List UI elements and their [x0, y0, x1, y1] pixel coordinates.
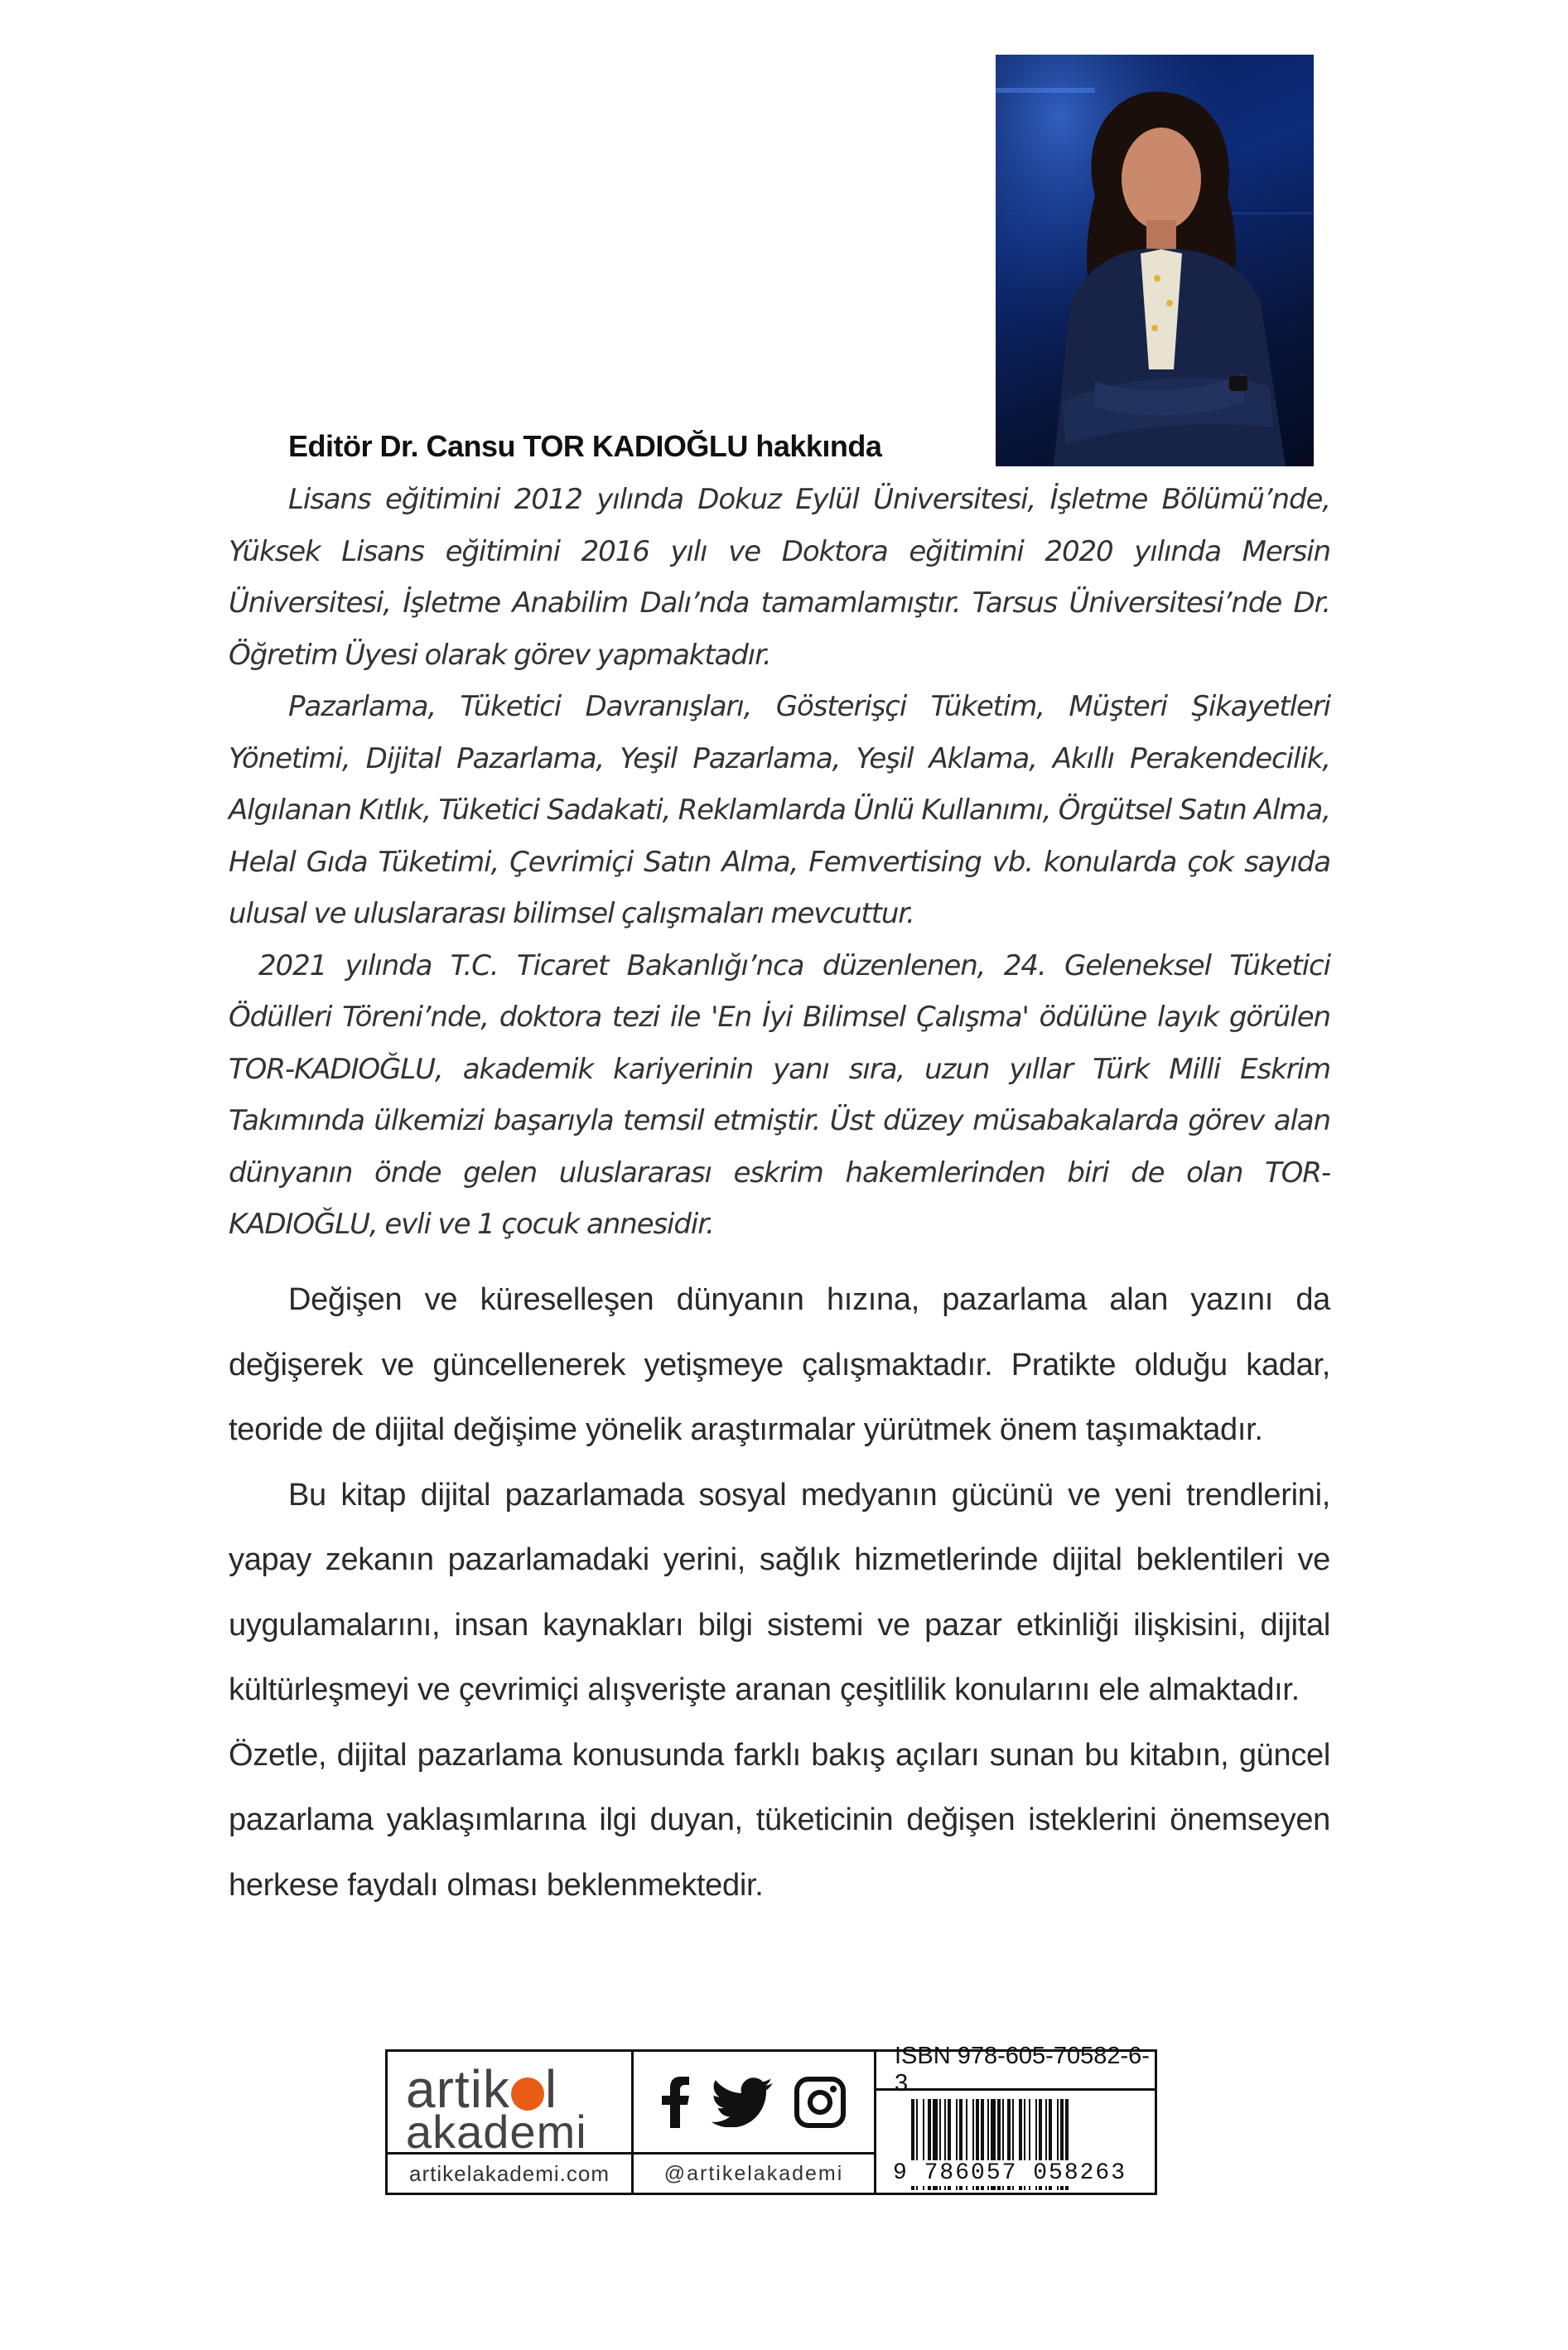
isbn-number: ISBN 978-605-70582-6-3 — [876, 2052, 1155, 2091]
bio-paragraph: Lisans eğitimini 2012 yılında Dokuz Eylül Üniversitesi, İşletme Bölümü’nde, Yüksek Lisans eğitimini 2016 yılı ve Doktora eğitimini 2020 yılında Mersin Üniversitesi, İşletme Anabilim Dalı’nda tamamlamıştır. Tarsus Üniversitesi’nde Dr. Öğretim Üyesi olarak görev yapmaktadır. — [229, 483, 1330, 672]
social-handle[interactable]: @artikelakademi — [634, 2152, 874, 2193]
description-paragraph: Bu kitap dijital pazarlamada sosyal medyanın gücünü ve yeni trendlerini, yapay zekanın pazarlamadaki yerini, sağlık hizmetlerinde dijital beklentileri ve uygulamalarını, insan kaynakları bilgi sistemi ve pazar etkinliği ilişkisini, dijital kültürleşmeyi ve çevrimiçi alışverişte aranan çeşitlilik konularını ele almaktadır. — [229, 1477, 1330, 1707]
publisher-logo — [388, 2052, 631, 2158]
editor-photo — [996, 55, 1314, 466]
isbn-barcode — [876, 2091, 1155, 2193]
twitter-icon[interactable] — [712, 2077, 773, 2127]
description-paragraph: Özetle, dijital pazarlama konusunda farklı bakış açıları sunan bu kitabın, güncel pazarlama yaklaşımlarına ilgi duyan, tüketicinin değişen isteklerini önemseyen herkese faydalı olması beklenmektedir. — [229, 1737, 1330, 1903]
publisher-info-box — [385, 2043, 1157, 2195]
logo-text-akademi: akademi — [406, 2106, 587, 2158]
editor-bio — [229, 474, 1330, 1251]
logo-text-artik: artik — [406, 2059, 510, 2119]
isbn-cell — [876, 2043, 1155, 2193]
instagram-icon[interactable] — [794, 2077, 846, 2128]
social-cell — [634, 2052, 876, 2193]
book-description — [229, 1267, 1330, 1918]
editor-heading: Editör Dr. Cansu TOR KADIOĞLU hakkında — [288, 429, 882, 463]
facebook-icon[interactable] — [662, 2077, 690, 2128]
bio-paragraph: Pazarlama, Tüketici Davranışları, Gösterişçi Tüketim, Müşteri Şikayetleri Yönetimi, Dijital Pazarlama, Yeşil Pazarlama, Yeşil Aklama, Akıllı Perakendecilik, Algılanan Kıtlık, Tüketici Sadakati, Reklamlarda Ünlü Kullanımı, Örgütsel Satın Alma, Helal Gıda Tüketimi, Çevrimiçi Satın Alma, Femvertising vb. konularda çok sayıda ulusal ve uluslararası bilimsel çalışmaları mevcuttur. — [229, 690, 1330, 930]
bio-paragraph: 2021 yılında T.C. Ticaret Bakanlığı’nca düzenlenen, 24. Geleneksel Tüketici Ödülleri Töreni’nde, doktora tezi ile 'En İyi Bilimsel Çalışma' ödülüne layık görülen TOR-KADIOĞLU, akademik kariyerinin yanı sıra, uzun yıllar Türk Milli Eskrim Takımında ülkemizi başarıyla temsil etmiştir. Üst düzey müsabakalarda görev alan dünyanın önde gelen uluslararası eskrim hakemlerinden biri de olan TOR-KADIOĞLU, evli ve 1 çocuk annesidir. — [229, 948, 1330, 1241]
publisher-logo-cell — [388, 2052, 634, 2193]
social-icons — [634, 2052, 874, 2152]
editor-portrait-illustration — [996, 55, 1314, 466]
description-paragraph: Değişen ve küreselleşen dünyanın hızına, pazarlama alan yazını da değişerek ve güncellenerek yetişmeye çalışmaktadır. Pratikte olduğu kadar, teoride de dijital değişime yönelik araştırmalar yürütmek önem taşımaktadır. — [229, 1282, 1330, 1447]
publisher-website[interactable]: artikelakademi.com — [388, 2152, 631, 2193]
barcode-digits: 9 786057 058263 — [893, 2160, 1127, 2186]
logo-text-l: l — [544, 2059, 558, 2119]
